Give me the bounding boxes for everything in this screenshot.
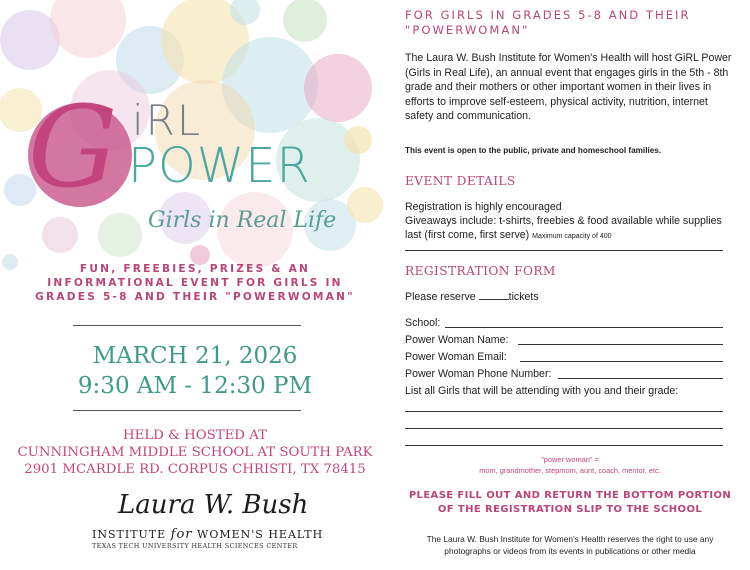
open-note: This event is open to the public, private and homeschool families. bbox=[405, 146, 662, 155]
registration-note: Registration is highly encouraged bbox=[405, 201, 562, 213]
phone-row bbox=[405, 367, 551, 381]
school-field[interactable] bbox=[445, 327, 723, 328]
school-label: School: bbox=[405, 317, 441, 329]
reserve-row bbox=[405, 290, 539, 304]
hosted-label: HELD & HOSTED AT bbox=[123, 428, 267, 443]
institute-for: for bbox=[170, 527, 193, 542]
ticket-count-field[interactable] bbox=[479, 290, 509, 300]
giveaways-note bbox=[405, 214, 735, 244]
institute-name bbox=[92, 528, 323, 541]
logo-power: POWER bbox=[128, 138, 311, 194]
reserve-label: Please reserve bbox=[405, 291, 476, 303]
media-notice: The Laura W. Bush Institute for Women's Health reserves the right to use any photographs or videos from its events in publications or other media bbox=[426, 534, 714, 556]
event-date-time bbox=[40, 341, 350, 401]
tickets-label: tickets bbox=[508, 291, 539, 303]
pw-def-line-1: "power woman" = bbox=[541, 455, 599, 464]
name-field[interactable] bbox=[518, 344, 723, 345]
event-details-title: EVENT DETAILS bbox=[405, 174, 516, 188]
signature-logo: Laura W. Bush bbox=[118, 490, 309, 520]
divider bbox=[73, 410, 301, 411]
phone-field[interactable] bbox=[558, 378, 723, 379]
email-row bbox=[405, 350, 507, 364]
return-instruction: PLEASE FILL OUT AND RETURN THE BOTTOM PORTION OF THE REGISTRATION SLIP TO THE SCHOOL bbox=[408, 490, 732, 515]
giveaways-text: Giveaways include: t-shirts, freebies & food available while supplies last (first come, first serve) bbox=[405, 215, 722, 241]
girls-label: List all Girls that will be attending with you and their grade: bbox=[405, 385, 679, 397]
promo-text: FUN, FREEBIES, PRIZES & AN INFORMATIONAL EVENT FOR GIRLS IN GRADES 5-8 AND THEIR "POWERWOMAN" bbox=[35, 263, 355, 303]
divider bbox=[405, 250, 723, 251]
event-date: MARCH 21, 2026 bbox=[92, 343, 298, 369]
power-woman-definition bbox=[405, 454, 735, 476]
info-intro: The Laura W. Bush Institute for Women's Health will host GiRL Power (Girls in Real Life), an annual event that engages girls in the 5th - 8th grade and their mothers or other important women in their lives in efforts to improve self-esteem, physical activity, nutrition, internet safety and communication. bbox=[405, 52, 732, 122]
capacity-note: Maximum capacity of 400 bbox=[532, 233, 612, 240]
school-row bbox=[405, 316, 440, 330]
divider bbox=[73, 325, 301, 326]
event-time: 9:30 AM - 12:30 PM bbox=[77, 373, 313, 399]
venue-block bbox=[10, 427, 380, 478]
logo-irl: iRL bbox=[132, 96, 203, 145]
girls-field-line-3[interactable] bbox=[405, 445, 723, 446]
institute-pre: INSTITUTE bbox=[92, 528, 171, 541]
event-details-body bbox=[405, 200, 735, 244]
logo-tagline: Girls in Real Life bbox=[148, 208, 337, 233]
university-name: TEXAS TECH UNIVERSITY HEALTH SCIENCES CENTER bbox=[92, 542, 298, 550]
school-name: CUNNINGHAM MIDDLE SCHOOL AT SOUTH PARK bbox=[17, 445, 373, 460]
pw-def-line-2: mom, grandmother, stepmom, aunt, coach, mentor, etc. bbox=[479, 466, 661, 475]
institute-post: WOMEN'S HEALTH bbox=[192, 528, 324, 541]
registration-form-title: REGISTRATION FORM bbox=[405, 264, 556, 278]
girls-field-line-2[interactable] bbox=[405, 428, 723, 429]
girls-field-line-1[interactable] bbox=[405, 411, 723, 412]
logo-letter-g: G bbox=[28, 83, 118, 213]
flyer-right-panel bbox=[390, 0, 750, 570]
email-field[interactable] bbox=[520, 361, 723, 362]
email-label: Power Woman Email: bbox=[405, 351, 507, 363]
info-heading: FOR GIRLS IN GRADES 5-8 AND THEIR "POWERWOMAN" bbox=[405, 8, 691, 37]
address: 2901 MCARDLE RD. CORPUS CHRISTI, TX 78415 bbox=[24, 462, 366, 477]
name-row bbox=[405, 333, 508, 347]
girls-row bbox=[405, 384, 678, 398]
name-label: Power Woman Name: bbox=[405, 334, 509, 346]
phone-label: Power Woman Phone Number: bbox=[405, 368, 552, 380]
